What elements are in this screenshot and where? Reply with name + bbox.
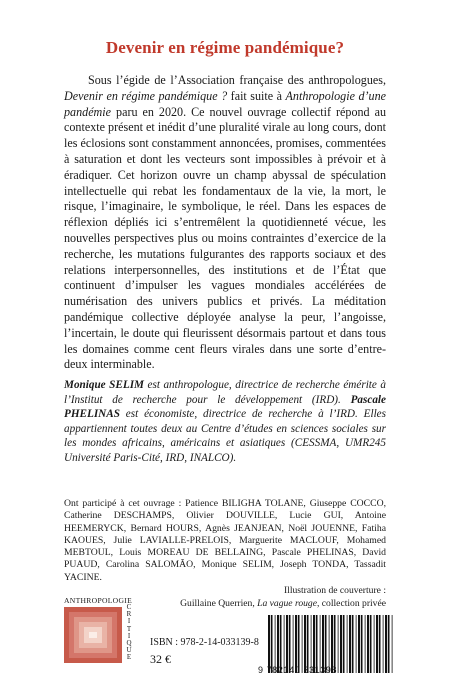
series-vertical-word: C R I T I Q U E: [126, 603, 132, 662]
blurb-connector: fait suite à: [227, 88, 286, 103]
author-desc-phelinas: est économiste, directrice de recherche à l’IRD. Elles appartiennent toutes deux au Centre d’études en sciences sociales sur les mondes africains, américains et asiatiques (CESSMA, UMR245 Université Paris-Cité, IRD, INALCO).: [64, 408, 386, 464]
credit-detail: [146, 598, 386, 611]
barcode-digits: 9 782140 331398: [258, 665, 338, 675]
blurb-book-reference: Anthropologie d’une pandémie: [64, 88, 386, 119]
blurb-title-reference: Devenir en régime pandémique ?: [64, 88, 228, 103]
author-desc-selim: est anthropologue, directrice de recherche émérite à l’Institut de recherche pour le développement (IRD).: [64, 379, 386, 406]
series-label: ANTHROPOLOGIE: [64, 596, 133, 605]
isbn: ISBN : 978-2-14-033139-8: [150, 637, 259, 648]
book-title: Devenir en régime pandémique?: [105, 38, 345, 57]
series-logo-icon: [64, 607, 122, 663]
blurb-body: paru en 2020. Ce nouvel ouvrage collectif répond au contexte présent et inédit d’une pluralité virale au long cours, dont les éclosions sont constamment annoncées, promises, commentées à saturation et dont les vecteurs sont impossibles à prévoir et à éradiquer. Cet horizon ouvre un champ abyssal de spéculation intellectuelle qui rebat les fondamentaux de la vie, la mort, le risque, l’imaginaire, le symbolique, le réel. Dans les espaces de réflexion dépliés ici s’entremêlent la quotidienneté vécue, les nouvelles perspectives plus ou moins contraintes d’exercice de la recherche, les mutations fulgurantes des rapports sociaux et des relations interpersonnelles, des institutions et de l’État que continuent d’impulser les vagues mondiales accélérées de numérisation des univers publics et privés. La méditation pandémique collective déployée analyse la peur, l’angoisse, l’incertain, le doute qui fleurissent désormais partout et dans tous les domaines comme cent fleurs virales dans une sorte d’entre-deux interminable.: [64, 104, 386, 372]
author-name-selim: Monique SELIM: [64, 379, 144, 391]
blurb-paragraph: [64, 73, 386, 373]
authors-bio: [64, 378, 386, 466]
blurb-intro: Sous l’égide de l’Association française des anthropologues,: [88, 73, 386, 87]
back-cover-blurb: [64, 73, 386, 373]
cover-illustration-credit: [146, 585, 386, 610]
credit-heading: Illustration de couverture :: [283, 585, 386, 596]
author-name-phelinas: Pascale PHELINAS: [64, 393, 386, 421]
credit-work-title: La vague rouge: [257, 597, 317, 609]
price: 32 €: [150, 652, 171, 666]
credit-artist: Guillaine Querrien,: [180, 597, 258, 609]
contributors-list: Ont participé à cet ouvrage : Patience BILIGHA TOLANE, Giuseppe COCCO, Catherine DESCHAMPS, Olivier DOUVILLE, Lucie GUI, Antoine HEEMERYCK, Bernard HOURS, Agnès JEANJEAN, Noël JOUENNE, Fatiha KAOUES, Julie LAVIALLE-PRELOIS, Marguerite MACLOUF, Mohamed MEBTOUL, Louis MOREAU DE BELLAING, Pascale PHELINAS, David PUAUD, Carolina SALOMÃO, Monique SELIM, Joseph TONDA, Tassadit YACINE.: [64, 498, 386, 583]
credit-collection: , collection privée: [317, 597, 386, 609]
